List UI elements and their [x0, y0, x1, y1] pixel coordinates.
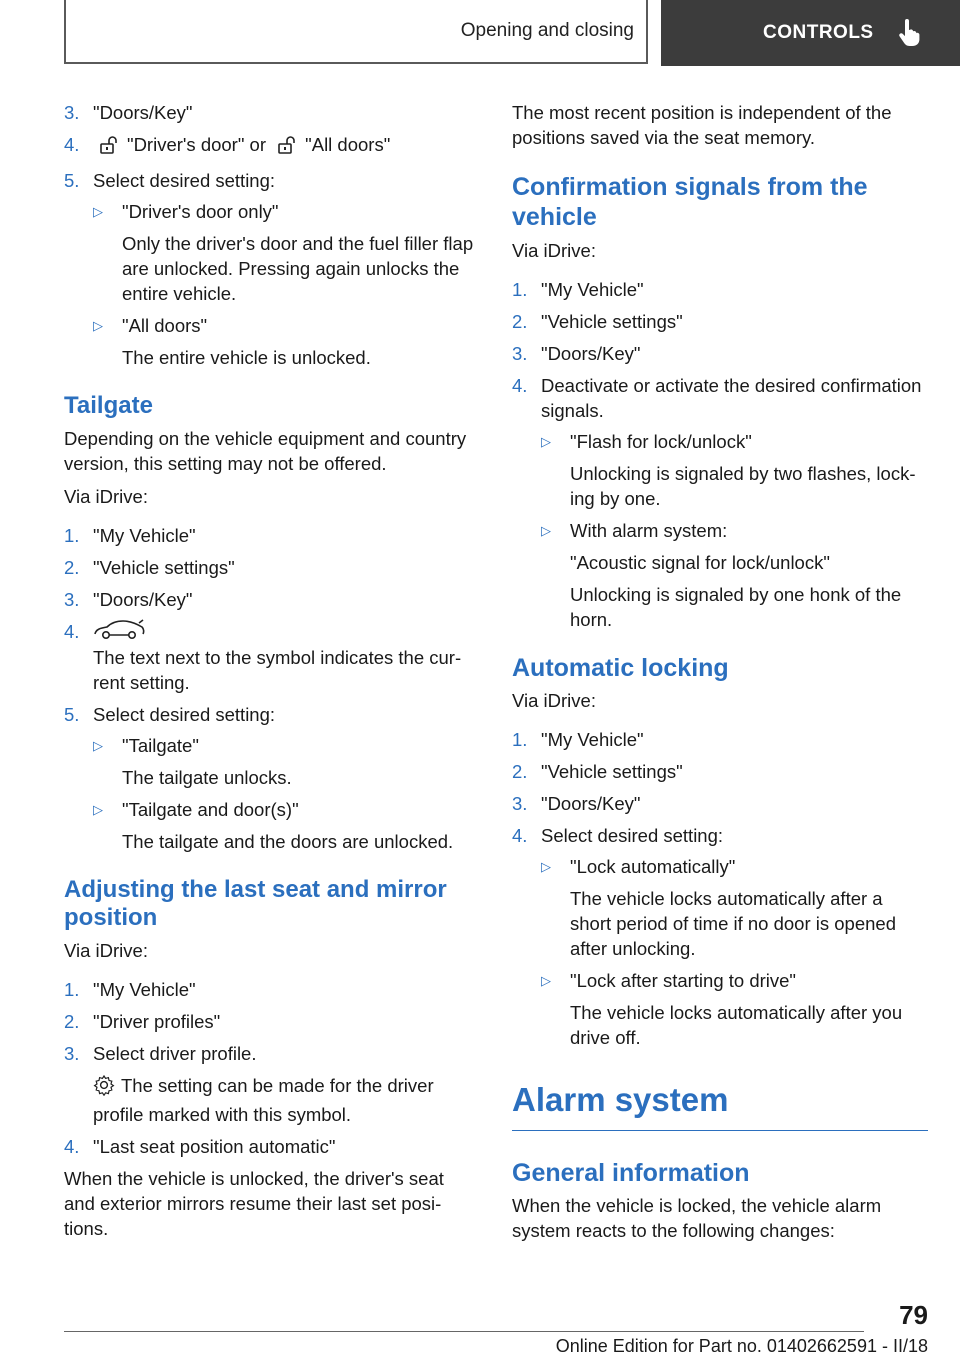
page-number: 79	[899, 1300, 928, 1330]
tailgate-intro: Depending on the vehicle equipment and country version, this setting may not be offered.	[64, 428, 467, 474]
triangle-bullet-icon: ▷	[541, 859, 551, 874]
seat-memory-note: The most recent position is independent of the positions saved via the seat memory.	[512, 102, 892, 148]
triangle-bullet-icon: ▷	[93, 738, 103, 753]
chapter-title: CONTROLS	[763, 22, 874, 43]
sub-list-item: ▷ "Tailgate" The tailgate unlocks.	[93, 735, 292, 788]
left-column	[64, 100, 476, 1249]
sub-list-item: ▷ "All doors" The entire vehicle is unlocked.	[93, 315, 371, 368]
general-information-heading: General information	[512, 1159, 750, 1187]
sub-list-item: ▷ "Lock after starting to drive" The vehicle locks automatically after you drive off.	[541, 970, 903, 1048]
triangle-bullet-icon: ▷	[93, 318, 103, 333]
list-item: 3. Select driver profile. The setting can be made for the driver profile marked with this symbol.	[64, 1043, 434, 1125]
via-idrive-label: Via iDrive:	[512, 240, 596, 261]
via-idrive-label: Via iDrive:	[512, 690, 596, 711]
list-item: 2. "Vehicle settings"	[512, 761, 683, 782]
list-item: 4. "Last seat position automatic"	[64, 1136, 336, 1157]
section-header-tab	[64, 0, 648, 64]
seat-mirror-heading: Adjusting the last seat and mirror position	[64, 876, 447, 931]
triangle-bullet-icon: ▷	[541, 973, 551, 988]
edition-footer: Online Edition for Part no. 01402662591 - II/18	[555, 1336, 928, 1356]
list-item: 4. The text next to the symbol indicates the current setting.	[64, 619, 476, 695]
list-item: 5. Select desired setting:	[64, 170, 276, 191]
sub-list-item: ▷ "Tailgate and door(s)" The tailgate and the doors are unlocked.	[93, 799, 454, 852]
list-item: 5. Select desired setting:	[64, 704, 276, 725]
list-item: 1. "My Vehicle"	[64, 979, 196, 1000]
list-item: 3. "Doors/Key"	[64, 589, 193, 610]
footer-divider	[64, 1331, 864, 1332]
list-item: 3. "Doors/Key"	[512, 343, 641, 364]
sub-list-item: ▷ "Flash for lock/unlock" Unlocking is signaled by two flashes, locking by one.	[541, 431, 916, 509]
via-idrive-label: Via iDrive:	[64, 940, 148, 961]
list-item: 1. "My Vehicle"	[512, 729, 644, 750]
triangle-bullet-icon: ▷	[93, 204, 103, 219]
list-item: 3. "Doors/Key"	[64, 102, 193, 123]
via-idrive-label: Via iDrive:	[64, 486, 148, 507]
section-title: Opening and closing	[460, 20, 634, 41]
confirmation-signals-heading: Confirmation signals from the vehicle	[512, 173, 868, 231]
unlock-icon	[277, 135, 299, 161]
list-item: 1. "My Vehicle"	[64, 525, 196, 546]
car-tailgate-icon	[93, 619, 476, 645]
list-item: 4. Deactivate or activate the desired confirmation signals.	[512, 375, 922, 421]
triangle-bullet-icon: ▷	[541, 523, 551, 538]
right-column	[512, 100, 928, 1251]
list-item: 3. "Doors/Key"	[512, 793, 641, 814]
list-item: 1. "My Vehicle"	[512, 279, 644, 300]
hand-pointer-icon	[896, 19, 922, 47]
list-item: 4. "Driver's door" or "All doors"	[64, 132, 476, 161]
unlock-icon	[99, 135, 121, 161]
alarm-system-heading: Alarm system	[512, 1080, 928, 1131]
sub-list-item: ▷ "Driver's door only" Only the driver's door and the fuel filler flap are unlocked. Pressing again unlocks the entire vehicle.	[93, 201, 474, 304]
sub-list-item: ▷ With alarm system: "Acoustic signal for lock/unlock" Unlocking is signaled by one honk of the horn.	[541, 520, 902, 630]
chapter-header-tab	[661, 0, 960, 66]
triangle-bullet-icon: ▷	[541, 434, 551, 449]
profile-settings-icon	[93, 1074, 115, 1102]
alarm-intro-text: When the vehicle is locked, the vehicle alarm system reacts to the following changes:	[512, 1195, 882, 1241]
tailgate-heading: Tailgate	[64, 392, 153, 419]
list-item: 2. "Vehicle settings"	[512, 311, 683, 332]
list-item: 2. "Vehicle settings"	[64, 557, 235, 578]
seat-closing-text: When the vehicle is unlocked, the driver's seat and exterior mirrors resume their last set positions.	[64, 1168, 444, 1239]
list-item: 4. Select desired setting:	[512, 825, 724, 846]
triangle-bullet-icon: ▷	[93, 802, 103, 817]
automatic-locking-heading: Automatic locking	[512, 654, 729, 682]
sub-list-item: ▷ "Lock automatically" The vehicle locks automatically after a short period of time if no door is opened after unlocking.	[541, 856, 896, 959]
list-item: 2. "Driver profiles"	[64, 1011, 221, 1032]
